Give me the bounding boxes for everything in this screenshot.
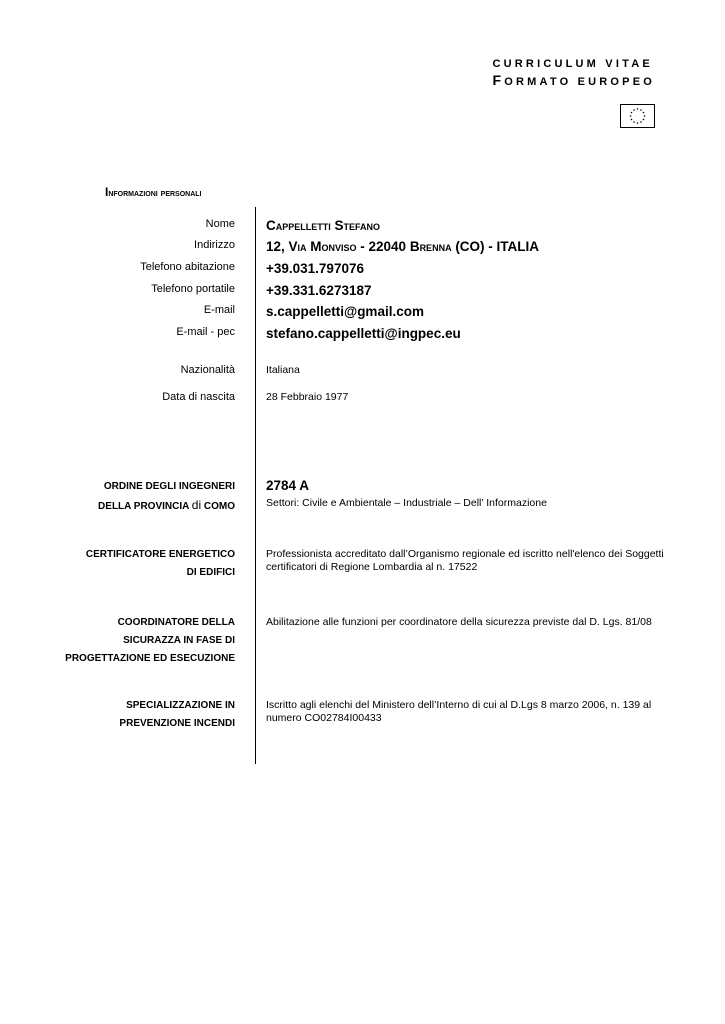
ordine-label bbox=[98, 478, 235, 516]
coordinatore-label-line1: COORDINATORE DELLA bbox=[117, 617, 235, 628]
email-value: s.cappelletti@gmail.com bbox=[266, 304, 424, 319]
cv-title bbox=[493, 56, 656, 90]
prevenzione-label-line1: SPECIALIZZAZIONE IN bbox=[126, 700, 235, 711]
coordinatore-label-line2: SICURAZZA IN FASE DI bbox=[123, 635, 235, 646]
ordine-label-line2-a: DELLA PROVINCIA bbox=[98, 501, 192, 512]
certificatore-label-line2: DI EDIFICI bbox=[186, 567, 235, 578]
pec-value: stefano.cappelletti@ingpec.eu bbox=[266, 326, 461, 341]
certificatore-label-line1: CERTIFICATORE ENERGETICO bbox=[85, 549, 235, 560]
prevenzione-text: Iscritto agli elenchi del Ministero dell’Interno di cui al D.Lgs 8 marzo 2006, n. 139 al numero CO02784I00433 bbox=[266, 699, 652, 724]
address-value: 12, Via Monviso - 22040 Brenna (CO) - ITALIA bbox=[266, 239, 540, 254]
home-phone-label: Telefono abitazione bbox=[140, 261, 235, 273]
certificatore-label bbox=[86, 546, 235, 582]
prevenzione-label-line2: PREVENZIONE INCENDI bbox=[119, 718, 235, 729]
name-label: Nome bbox=[205, 218, 235, 230]
eu-stars-icon bbox=[621, 105, 654, 127]
eu-flag-icon bbox=[620, 104, 655, 128]
birth-date-value: 28 Febbraio 1977 bbox=[266, 391, 349, 403]
ordine-label-line2 bbox=[98, 496, 235, 516]
ordine-number: 2784 A bbox=[266, 478, 310, 493]
mobile-phone-value: +39.331.6273187 bbox=[266, 283, 372, 298]
email-label: E-mail bbox=[203, 304, 235, 316]
ordine-label-line1: ORDINE DEGLI INGEGNERI bbox=[103, 481, 235, 492]
pec-label: E-mail - pec bbox=[176, 326, 235, 338]
coordinatore-label-line3: PROGETTAZIONE ED ESECUZIONE bbox=[65, 653, 235, 664]
ordine-label-line2-b: di bbox=[191, 498, 202, 512]
coordinatore-label bbox=[65, 614, 235, 668]
home-phone-value: +39.031.797076 bbox=[266, 261, 364, 276]
nationality-label: Nazionalità bbox=[180, 364, 235, 376]
certificatore-text: Professionista accreditato dall’Organismo regionale ed iscritto nell'elenco dei Soggetti certificatori di Regione Lombardia al n. 17522 bbox=[266, 548, 664, 573]
birth-date-label: Data di nascita bbox=[162, 391, 235, 403]
prevenzione-label bbox=[119, 697, 235, 733]
ordine-label-line2-c: COMO bbox=[201, 501, 235, 512]
column-divider bbox=[255, 207, 256, 764]
nationality-value: Italiana bbox=[266, 364, 300, 376]
coordinatore-text: Abilitazione alle funzioni per coordinatore della sicurezza previste dal D. Lgs. 81/08 bbox=[266, 616, 652, 628]
mobile-phone-label: Telefono portatile bbox=[151, 283, 235, 295]
address-label: Indirizzo bbox=[194, 239, 235, 251]
ordine-sectors: Settori: Civile e Ambientale – Industriale – Dell’ Informazione bbox=[266, 497, 547, 509]
section-heading-personal: Informazioni personali bbox=[105, 185, 202, 199]
cv-title-line2: FORMATO EUROPEO bbox=[492, 72, 655, 88]
cv-title-line1: CURRICULUM VITAE bbox=[492, 58, 653, 70]
name-value: Cappelletti Stefano bbox=[266, 218, 381, 233]
